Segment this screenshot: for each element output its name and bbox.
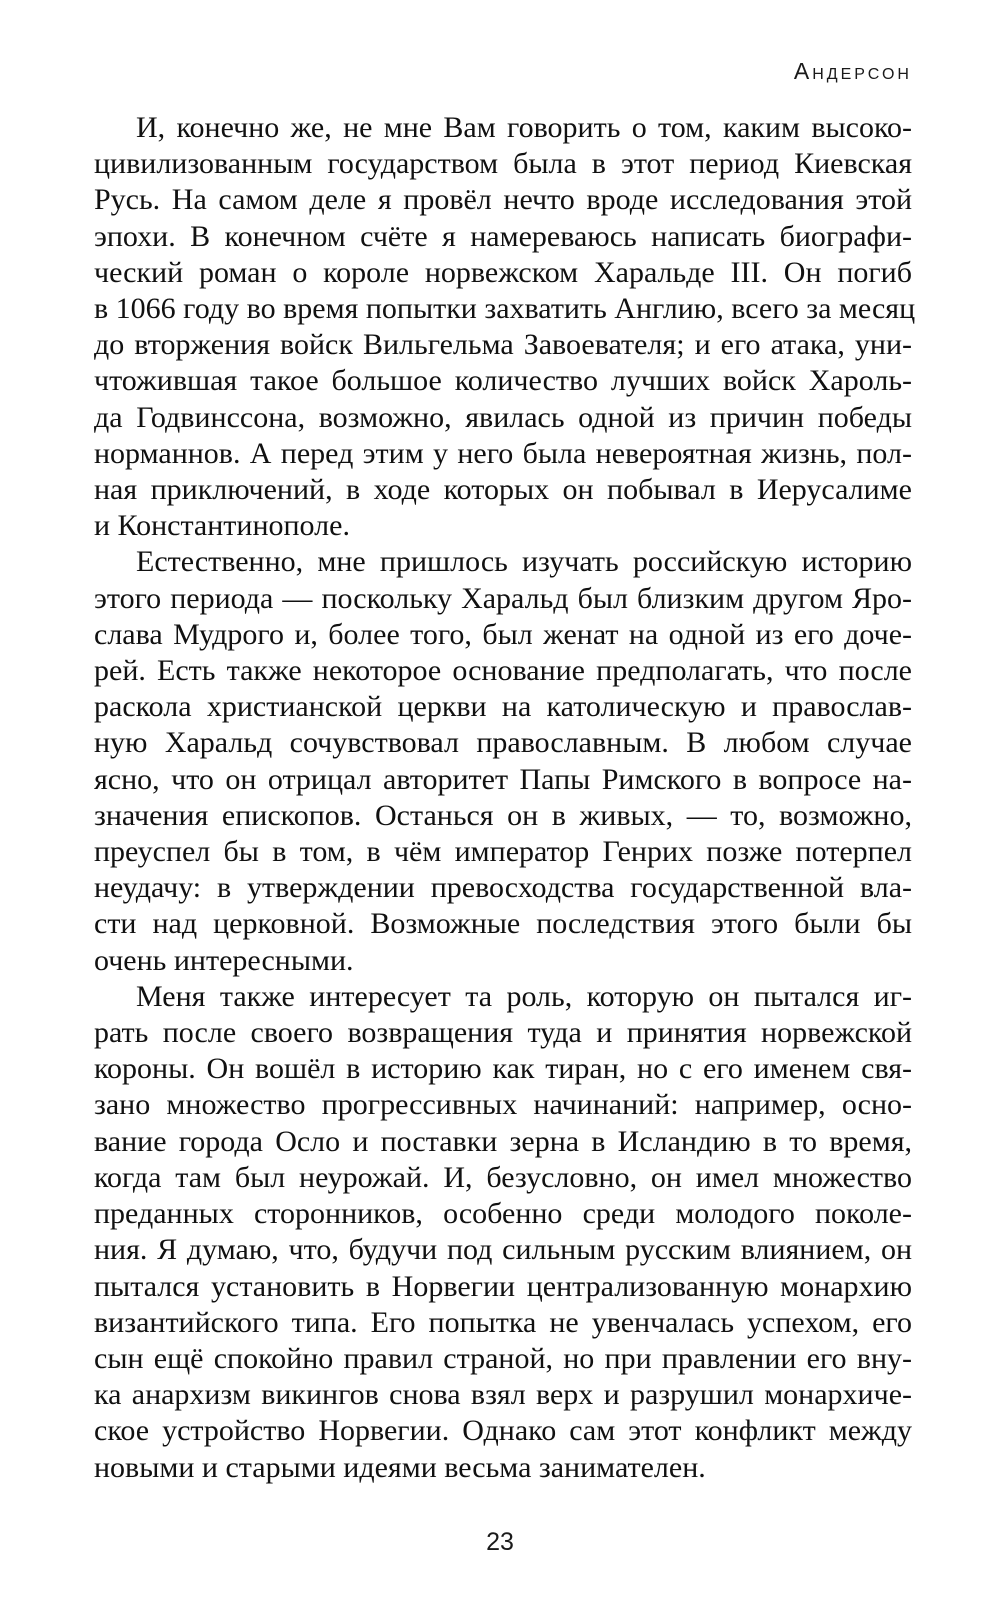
text-line: и Константинополе. bbox=[94, 509, 350, 543]
text-line: Русь. На самом деле я провёл нечто вроде исследования этой bbox=[94, 183, 912, 217]
text-line: вание города Осло и поставки зерна в Исландию в то время, bbox=[94, 1124, 912, 1158]
text-line: ясно, что он отрицал авторитет Папы Римского в вопросе на- bbox=[94, 762, 912, 796]
text-line: ная приключений, в ходе которых он побывал в Иерусалиме bbox=[94, 473, 912, 507]
text-line: ную Харальд сочувствовал православным. В любом случае bbox=[94, 726, 912, 760]
text-line: раскола христианской церкви на католическую и православ- bbox=[94, 690, 912, 724]
text-line: в 1066 году во время попытки захватить Англию, всего за месяц bbox=[94, 292, 916, 326]
text-line: зано множество прогрессивных начинаний: например, осно- bbox=[94, 1088, 912, 1122]
text-line: Естественно, мне пришлось изучать российскую историю bbox=[136, 545, 912, 579]
text-line: неудачу: в утверждении превосходства государственной вла- bbox=[94, 871, 912, 905]
page-number: 23 bbox=[486, 1528, 514, 1556]
text-line: когда там был неурожай. И, безусловно, он имел множество bbox=[94, 1160, 912, 1194]
text-line: норманнов. А перед этим у него была невероятная жизнь, пол- bbox=[94, 436, 912, 470]
text-line: рать после своего возвращения туда и принятия норвежской bbox=[94, 1016, 912, 1050]
text-line: значения епископов. Останься он в живых, — то, возможно, bbox=[94, 798, 912, 832]
text-line: очень интересными. bbox=[94, 943, 354, 977]
text-line: ния. Я думаю, что, будучи под сильным русским влиянием, он bbox=[94, 1233, 912, 1267]
paragraph-3 bbox=[94, 979, 912, 1486]
text-line: чтожившая такое большое количество лучших войск Хароль- bbox=[94, 364, 912, 398]
text-line: короны. Он вошёл в историю как тиран, но с его именем свя- bbox=[94, 1052, 912, 1086]
text-line: рей. Есть также некоторое основание предполагать, что после bbox=[94, 654, 912, 688]
text-line: сти над церковной. Возможные последствия этого были бы bbox=[94, 907, 912, 941]
text-line: слава Мудрого и, более того, был женат на одной из его доче- bbox=[94, 617, 912, 651]
text-line: эпохи. В конечном счёте я намереваюсь написать биографи- bbox=[94, 219, 912, 253]
text-line: да Годвинссона, возможно, явилась одной из причин победы bbox=[94, 400, 912, 434]
text-line: новыми и старыми идеями весьма занимателен. bbox=[94, 1450, 706, 1484]
text-line: ское устройство Норвегии. Однако сам этот конфликт между bbox=[94, 1414, 912, 1448]
text-line: преданных сторонников, особенно среди молодого поколе- bbox=[94, 1197, 912, 1231]
text-line: этого периода — поскольку Харальд был близким другом Яро- bbox=[94, 581, 912, 615]
paragraph-2 bbox=[94, 544, 912, 978]
body-text bbox=[94, 110, 916, 1486]
text-line: И, конечно же, не мне Вам говорить о том, каким высоко- bbox=[136, 111, 912, 144]
text-line: ческий роман о короле норвежском Харальде III. Он погиб bbox=[94, 255, 912, 289]
running-header: Андерсон bbox=[793, 58, 912, 84]
text-line: сын ещё спокойно правил страной, но при правлении его вну- bbox=[94, 1341, 912, 1375]
text-line: пытался установить в Норвегии централизованную монархию bbox=[94, 1269, 912, 1303]
text-line: ка анархизм викингов снова взял верх и разрушил монархиче- bbox=[94, 1378, 912, 1412]
paragraph-1 bbox=[94, 110, 916, 544]
text-line: преуспел бы в том, в чём император Генрих позже потерпел bbox=[94, 835, 912, 869]
text-line: Меня также интересует та роль, которую он пытался иг- bbox=[136, 979, 912, 1013]
text-line: византийского типа. Его попытка не увенчалась успехом, его bbox=[94, 1305, 912, 1339]
text-line: до вторжения войск Вильгельма Завоевателя; и его атака, уни- bbox=[94, 328, 912, 362]
text-line: цивилизованным государством была в этот период Киевская bbox=[94, 147, 912, 181]
